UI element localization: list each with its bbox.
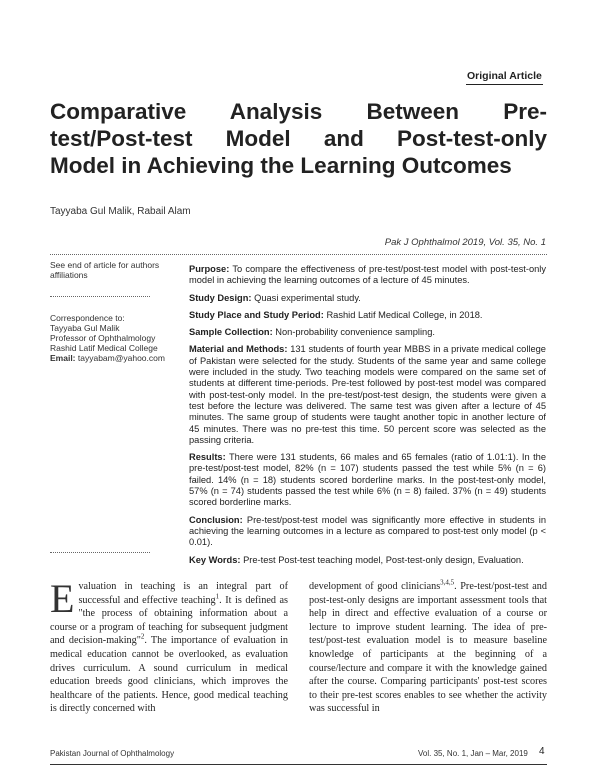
section-label: Conclusion: — [189, 514, 243, 525]
correspondence-title: Professor of Ophthalmology — [50, 333, 156, 343]
section-label: Study Design: — [189, 292, 252, 303]
section-text: Non-probability convenience sampling. — [275, 327, 435, 338]
email-address[interactable]: tayyabam@yahoo.com — [77, 353, 165, 363]
citation[interactable]: 3,4,5 — [440, 578, 455, 587]
abstract-keywords — [189, 555, 546, 566]
section-text: To compare the effectiveness of pre-test/post-test model with post-test-only model in achieving the learning outcomes of a lecture of 45 minutes. — [189, 264, 546, 286]
journal-reference: Pak J Ophthalmol 2019, Vol. 35, No. 1 — [384, 237, 546, 248]
body-text: . It is defined as "the process of obtaining information about a course or a program of teaching for subsequent judgment and decision-making" — [50, 594, 288, 647]
correspondence-label: Correspondence to: — [50, 313, 125, 323]
title-line: test/Post-test Model and Post-test-only — [50, 126, 547, 151]
section-label: Material and Methods: — [189, 344, 288, 355]
body-text: . The importance of evaluation in medical education cannot be overlooked, as evaluation drives curriculum. A sound curriculum in medical education breeds good clinicians, which improves the healthcare of the patients. Hence, good medical teaching is directly concerned with — [50, 635, 288, 715]
section-text: Pre-test/post-test model was significantly more effective in students in achieving the learning outcomes in a lecture as compared to post-test only model (p < 0.01). — [189, 514, 546, 548]
correspondence-name: Tayyaba Gul Malik — [50, 323, 120, 333]
body-text: . Pre-test/post-test and post-test-only designs are important assessment tools that help in direct and effective evaluation of a course or lecture to improve student learning. The idea of pre-test/post-test evaluation model is to measure baseline knowledge of participants at the beginning of a course/lecture and compare it with the knowledge gained after the course. Comparing participants' post-test scores to their pre-test scores enables to see whether the activity was successful in — [309, 581, 547, 715]
abstract-methods — [189, 344, 546, 446]
footer-issue: Vol. 35, No. 1, Jan – Mar, 2019 — [418, 749, 528, 758]
article-title — [50, 98, 547, 179]
section-label: Sample Collection: — [189, 327, 273, 338]
authors: Tayyaba Gul Malik, Rabail Alam — [50, 206, 191, 217]
article-type-badge: Original Article — [466, 70, 543, 85]
footer-journal-name: Pakistan Journal of Ophthalmology — [50, 749, 175, 758]
abstract-study-design — [189, 293, 546, 304]
body-text: development of good clinicians — [309, 581, 441, 592]
abstract — [189, 264, 546, 572]
correspondence-college: Rashid Latif Medical College — [50, 343, 158, 353]
affiliations-note: See end of article for authors affiliations — [50, 260, 160, 280]
citation[interactable]: 2 — [140, 632, 145, 641]
title-line: Model in Achieving the Learning Outcomes — [50, 153, 512, 178]
abstract-purpose — [189, 264, 546, 287]
drop-cap: E — [50, 576, 75, 621]
abstract-study-place — [189, 310, 546, 321]
body-column-right — [309, 580, 547, 716]
citation[interactable]: 1 — [215, 592, 220, 601]
body-column-left — [50, 576, 288, 716]
correspondence-email — [50, 353, 165, 363]
abstract-conclusion — [189, 515, 546, 549]
section-label: Study Place and Study Period: — [189, 309, 324, 320]
body-text: valuation in teaching is an integral part of successful and effective teaching — [78, 581, 288, 606]
sidebar-divider — [50, 296, 150, 297]
section-label: Purpose: — [189, 264, 230, 274]
abstract-sample-collection — [189, 327, 546, 338]
footer-rule — [50, 764, 547, 765]
section-text: 131 students of fourth year MBBS in a private medical college of Pakistan were selected for the study. Students of the same year and same college were included in the study. Two teaching models were compared on the same set of students at different time-periods. Pre-test followed by post-test model was compared with post-test-only model. In the pre-test/post-test design, the students were given a test before the lecture was delivered. The same test was given after a lecture of 45 minutes. The same group of students were taught another topic in another lecture of 45 minutes. There was no pre-test this time. 50 percent score was selected as the passing criteria. — [189, 344, 546, 445]
page-number: 4 — [539, 746, 545, 757]
correspondence-block — [50, 313, 165, 363]
section-label: Results: — [189, 452, 226, 463]
section-text: Rashid Latif Medical College, in 2018. — [326, 309, 483, 320]
section-label: Key Words: — [189, 554, 241, 565]
email-label: Email: — [50, 353, 76, 363]
sidebar-divider — [50, 552, 150, 553]
section-text: There were 131 students, 66 males and 65 females (ratio of 1.01:1). In the pre-test/post-test model, 82% (n = 107) students passed the test while 5% (n = 6) failed. 14% (n = 18) students scored borderline marks. In the post-test-only model, 57% (n = 74) students passed the test while 6% (n = 8) failed. 37% (n = 49) students scored borderline marks. — [189, 452, 546, 508]
title-line: Comparative Analysis Between Pre- — [50, 99, 547, 124]
abstract-results — [189, 452, 546, 508]
section-text: Quasi experimental study. — [254, 292, 361, 303]
header-divider — [50, 254, 547, 255]
section-text: Pre-test Post-test teaching model, Post-test-only design, Evaluation. — [243, 554, 524, 565]
